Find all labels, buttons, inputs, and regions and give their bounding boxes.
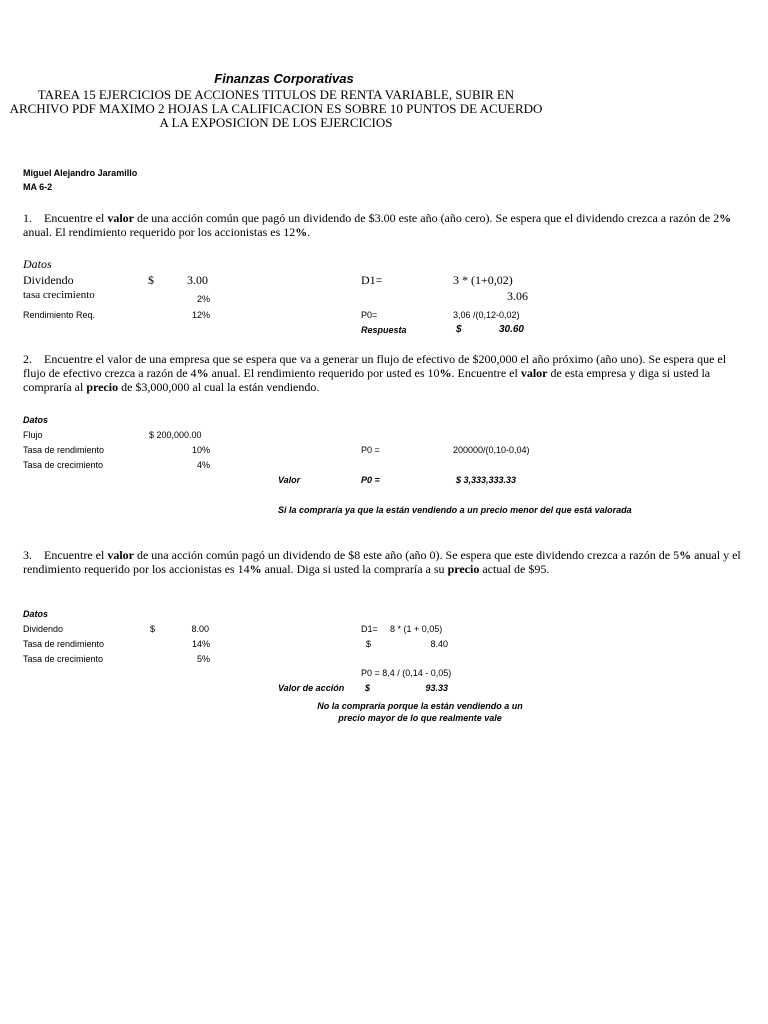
ex2-q-bold: % [196,366,209,380]
ex3-d1-value: 8.40 [430,639,448,649]
ex2-flujo-label: Flujo [23,430,43,440]
ex1-q-part: . [307,225,311,239]
ex2-q-bold: precio [86,380,119,394]
ex2-p0-result-value: $ 3,333,333.33 [456,475,517,485]
assignment-line-2: ARCHIVO PDF MAXIMO 2 HOJAS LA CALIFICACION ES SOBRE 10 PUNTOS DE ACUERDO [9,101,543,116]
ex1-d1-value: 3.06 [507,289,528,303]
ex3-crec-value: 5% [196,654,210,664]
ex1-q-bold: % [719,211,732,225]
student-name: Miguel Alejandro Jaramillo [23,168,138,178]
ex3-d1-currency: $ [366,639,372,649]
ex3-conclusion-line-1: No la compraría porque la están vendiendo a un [317,701,523,711]
ex1-rend-label: Rendimiento Req. [23,310,96,320]
ex2-p0-formula: 200000/(0,10-0,04) [453,445,530,455]
ex2-valor-label: Valor [278,475,301,485]
ex1-respuesta-value: 30.60 [498,324,524,335]
ex3-dividendo-label: Dividendo [23,624,64,634]
ex1-q-part: anual. El rendimiento requerido por los accionistas es 12 [23,225,296,239]
ex3-valor-value: 93.33 [425,683,448,693]
ex2-flujo-value: $ 200,000.00 [149,430,202,440]
ex2-crec-value: 4% [196,460,210,470]
ex2-datos-label: Datos [23,415,49,425]
exercise-1-question [23,211,743,239]
ex2-q-part: 2. Encuentre el valor de una empresa que se espera que va a generar un flujo de efectivo de $200,000 el año próximo (año uno). Se espera que el flujo de efectivo crezca a razón de 4 [23,352,727,380]
ex1-respuesta-currency: $ [456,324,462,335]
ex1-dividendo-value: 3.00 [187,273,208,287]
ex3-conclusion-line-2: precio mayor de lo que realmente vale [338,713,502,723]
ex2-q-bold: valor [520,366,548,380]
ex1-q-part: 1. Encuentre el [23,211,108,225]
ex1-p0-formula: 3,06 /(0,12-0,02) [453,310,520,320]
ex3-q-part: anual. Diga si usted la compraría a su [261,562,448,576]
ex3-rend-label: Tasa de rendimiento [23,639,105,649]
ex1-dividendo-currency: $ [148,273,154,287]
ex3-datos-label: Datos [23,609,49,619]
ex1-q-bold: valor [107,211,134,225]
ex1-dividendo-label: Dividendo [23,273,74,287]
assignment-line-1: TAREA 15 EJERCICIOS DE ACCIONES TITULOS DE RENTA VARIABLE, SUBIR EN [37,87,515,102]
ex3-q-bold: valor [107,548,134,562]
ex2-q-bold: % [439,366,452,380]
ex2-q-part: anual. El rendimiento requerido por usted es 10 [208,366,440,380]
ex1-tasa-label: tasa crecimiento [23,289,95,301]
course-title: Finanzas Corporativas [214,71,354,86]
ex3-dividendo-value: 8.00 [191,624,209,634]
ex2-conclusion: Si la compraría ya que la están vendiendo a un precio menor del que está valorada [278,505,632,515]
ex2-p0-label: P0 = [361,445,380,455]
ex1-tasa-value: 2% [196,294,210,304]
ex3-q-part: anual y el rendimiento requerido por los accionistas es 14 [23,548,741,576]
ex3-p0-formula: P0 = 8,4 / (0,14 - 0,05) [361,668,452,678]
ex3-dividendo-currency: $ [150,624,156,634]
ex2-q-part: . Encuentre el [451,366,521,380]
ex1-p0-label: P0= [361,310,378,320]
student-group: MA 6-2 [23,182,53,192]
exercise-3-question [23,548,745,576]
ex2-p0-result-label: P0 = [361,475,380,485]
ex3-rend-value: 14% [191,639,210,649]
ex1-respuesta-label: Respuesta [361,325,407,335]
ex3-q-bold: % [249,562,262,576]
ex1-d1-formula: 3 * (1+0,02) [453,273,513,287]
ex3-valor-label: Valor de acción [278,683,345,693]
ex2-crec-label: Tasa de crecimiento [23,460,104,470]
ex3-q-part: 3. Encuentre el [23,548,108,562]
assignment-line-3: A LA EXPOSICION DE LOS EJERCICIOS [159,115,393,130]
ex2-q-part: de $3,000,000 al cual la están vendiendo. [118,380,320,394]
ex1-datos-label: Datos [23,257,52,271]
ex2-rend-value: 10% [191,445,210,455]
ex3-q-bold: precio [447,562,480,576]
ex1-d1-label: D1= [361,273,383,287]
ex2-q-part: de esta empresa y diga si usted la compraría al [23,366,711,394]
ex3-d1-formula: 8 * (1 + 0,05) [390,624,443,634]
ex3-crec-label: Tasa de crecimiento [23,654,104,664]
ex3-q-bold: % [679,548,692,562]
ex3-q-part: de una acción común pagó un dividendo de $8 este año (año 0). Se espera que este dividendo crezca a razón de 5 [133,548,680,562]
ex1-rend-value: 12% [191,310,210,320]
ex2-rend-label: Tasa de rendimiento [23,445,105,455]
ex3-d1-label: D1= [361,624,378,634]
ex1-q-part: de una acción común que pagó un dividendo de $3.00 este año (año cero). Se espera que el dividendo crezca a razón de 2 [133,211,720,225]
exercise-2-question [23,352,743,394]
ex3-q-part: actual de $95. [479,562,550,576]
ex1-q-bold: % [295,225,308,239]
ex3-valor-currency: $ [365,683,371,693]
